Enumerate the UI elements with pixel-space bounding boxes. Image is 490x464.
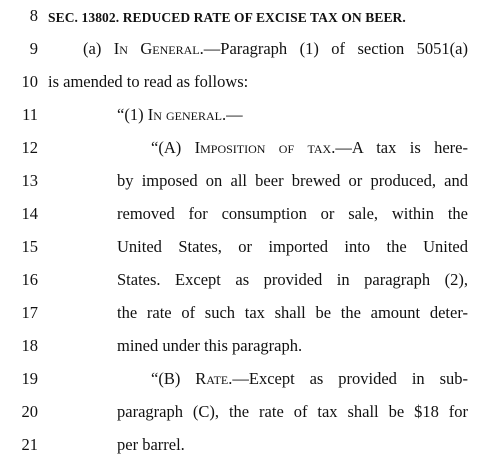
bill-line	[0, 299, 490, 332]
bill-line	[0, 233, 490, 266]
paragraph-heading: In general	[147, 105, 222, 124]
line-text: States. Except as provided in paragraph (2),	[117, 270, 468, 289]
bill-line	[0, 431, 490, 464]
line-number: 10	[21, 72, 38, 91]
bill-line	[0, 2, 490, 35]
line-text: is amended to read as follows:	[48, 72, 249, 91]
bill-line	[0, 365, 490, 398]
section-heading: SEC. 13802. REDUCED RATE OF EXCISE TAX ON BEER.	[48, 10, 406, 25]
line-number: 12	[21, 138, 38, 157]
line-text-rest: .—	[221, 105, 243, 124]
line-number: 19	[21, 369, 38, 388]
line-text: mined under this paragraph.	[117, 336, 303, 355]
bill-line	[0, 68, 490, 101]
line-number: 15	[21, 237, 38, 256]
line-text: removed for consumption or sale, within the	[117, 204, 468, 223]
line-text: paragraph (C), the rate of tax shall be $18 for	[117, 402, 468, 421]
subsection-heading: In General	[113, 39, 200, 58]
line-number: 8	[29, 6, 38, 25]
line-text	[151, 369, 468, 389]
bill-line	[0, 167, 490, 200]
bill-line	[0, 332, 490, 365]
line-text: by imposed on all beer brewed or produced, and	[117, 171, 468, 190]
line-number: 11	[22, 105, 38, 124]
line-number: 13	[21, 171, 38, 190]
line-number: 18	[21, 336, 38, 355]
line-number: 17	[21, 303, 38, 322]
line-text-rest: .—A tax is here-	[331, 138, 468, 157]
subparagraph-heading: Rate	[195, 369, 229, 388]
line-text: per barrel.	[117, 435, 185, 454]
line-number: 9	[29, 39, 38, 58]
line-text	[151, 138, 468, 158]
line-number: 16	[21, 270, 38, 289]
line-text-rest: .—Except as provided in sub-	[228, 369, 468, 388]
paragraph-label: “(1)	[117, 105, 148, 124]
bill-line	[0, 398, 490, 431]
subparagraph-label: “(B)	[151, 369, 196, 388]
line-number: 14	[21, 204, 38, 223]
bill-line	[0, 35, 490, 68]
subparagraph-heading: Imposition of tax	[194, 138, 332, 157]
line-text	[117, 105, 243, 125]
subsection-label: (a)	[83, 39, 114, 58]
line-text: the rate of such tax shall be the amount deter-	[117, 303, 468, 322]
line-number: 20	[21, 402, 38, 421]
line-number: 21	[21, 435, 38, 454]
bill-line	[0, 266, 490, 299]
line-text: United States, or imported into the United	[117, 237, 468, 256]
bill-line	[0, 200, 490, 233]
line-text-rest: .—Paragraph (1) of section 5051(a)	[199, 39, 468, 58]
subparagraph-label: “(A)	[151, 138, 195, 157]
bill-line	[0, 134, 490, 167]
line-text	[83, 39, 468, 59]
bill-line	[0, 101, 490, 134]
